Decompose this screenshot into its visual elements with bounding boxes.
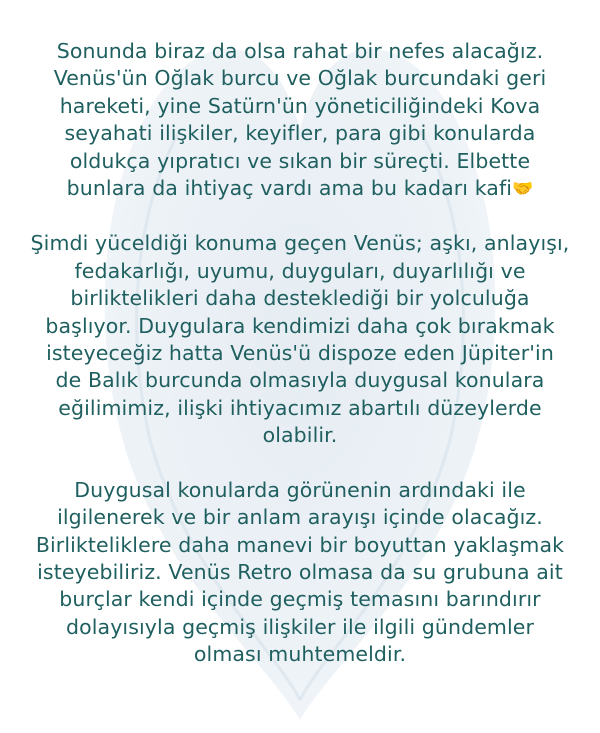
paragraph-1 xyxy=(30,0,570,203)
handshake-icon: 🤝 xyxy=(512,179,534,200)
paragraph-2: Şimdi yüceldiği konuma geçen Venüs; aşkı, anlayışı, fedakarlığı, uyumu, duyguları, duyarlılığı ve birliktelikleri daha desteklediği bir yolculuğa başlıyor. Duygulara kendimizi daha çok bırakmak isteyeceğiz hatta Venüs'ü dispoze eden Jüpiter'in de Balık burcunda olmasıyla duygusal konulara eğilimimiz, ilişki ihtiyacımız abartılı düzeylerde olabilir. xyxy=(30,231,570,448)
post-text xyxy=(30,0,570,669)
paragraph-3: Duygusal konularda görünenin ardındaki ile ilgilenerek ve bir anlam arayışı içinde olacağız. Birlikteliklere daha manevi bir boyuttan yaklaşmak isteyebiliriz. Venüs Retro olmasa da su grubuna ait burçlar kendi içinde geçmiş temasını barındırır dolayısıyla geçmiş ilişkiler ile ilgili gündemler olması muhtemeldir. xyxy=(35,477,565,667)
paragraph-1-text: Sonunda biraz da olsa rahat bir nefes alacağız. Venüs'ün Oğlak burcu ve Oğlak burcundaki geri hareketi, yine Satürn'ün yöneticiliğindeki Kova seyahati ilişkiler, keyifler, para gibi konularda oldukça yıpratıcı ve sıkan bir süreçti. Elbette bunlara da ihtiyaç vardı ama bu kadarı kafi xyxy=(53,39,547,201)
